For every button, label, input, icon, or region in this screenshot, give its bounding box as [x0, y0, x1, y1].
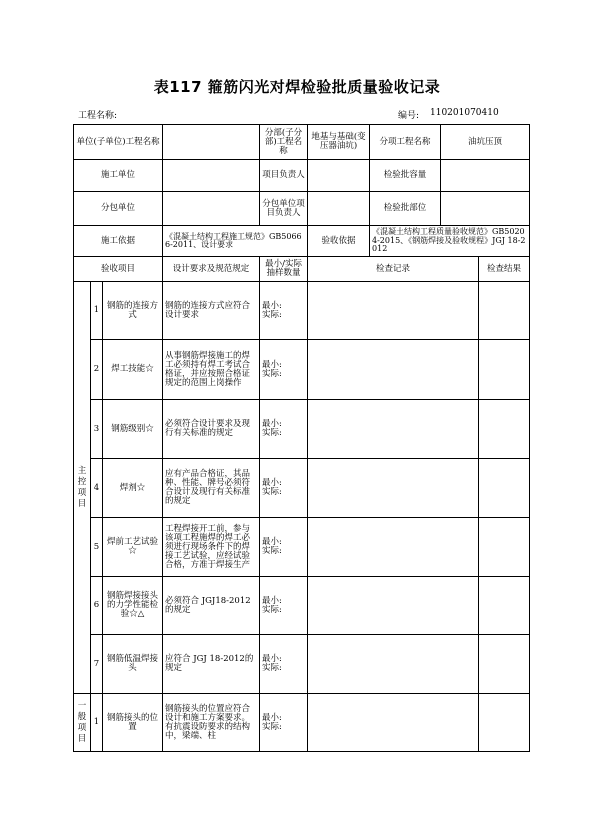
unit-value[interactable]: [163, 125, 260, 160]
info-row-unit: [74, 125, 530, 160]
item-name: 钢筋级别☆: [103, 400, 163, 459]
basis-value: 《混凝土结构工程施工规范》GB50666-2011、设计要求: [163, 226, 308, 257]
sub-pm-label: 分包单位项目负责人: [260, 192, 308, 226]
col-requirement: 设计要求及规范规定: [163, 257, 260, 282]
item-requirement: 钢筋的连接方式应符合设计要求: [163, 282, 260, 340]
sample-cell[interactable]: [260, 518, 308, 577]
sample-min-label: 最小:: [262, 595, 282, 606]
result-cell[interactable]: [479, 340, 530, 400]
sample-actual-label: 实际:: [262, 428, 282, 438]
sample-min-label: 最小:: [262, 537, 282, 547]
inspection-record-table: [73, 124, 530, 752]
subdivision-value: 地基与基础(变压器油坑): [308, 125, 370, 160]
batch-capacity-value[interactable]: [441, 160, 530, 192]
serial-value: 110201070410: [430, 108, 499, 118]
col-sample: 最小/实际抽样数量: [260, 257, 308, 282]
sample-actual-label: 实际:: [262, 604, 282, 615]
unit-label: 单位(子单位)工程名称: [74, 125, 163, 160]
table-row: [74, 282, 530, 340]
sample-cell[interactable]: [260, 694, 308, 752]
table-row: [74, 577, 530, 635]
item-requirement: 工程焊接开工前，参与该项工程施焊的焊工必须进行现场条件下的焊接工艺试验，应经试验合格，方准于焊接生产: [163, 518, 260, 577]
item-requirement: 应有产品合格证，其品种、性能、牌号必须符合设计及现行有关标准的规定: [163, 459, 260, 518]
item-name: 钢筋焊接接头的力学性能检验☆△: [103, 577, 163, 635]
result-cell[interactable]: [479, 694, 530, 752]
item-no: 2: [91, 340, 103, 400]
item-requirement: 必须符合 JGJ18-2012 的规定: [163, 577, 260, 635]
sample-cell[interactable]: [260, 577, 308, 635]
acceptance-basis-value: 《混凝土结构工程质量验收规范》GB50204-2015、《钢筋焊接及验收规程》JGJ 18-2012: [370, 226, 530, 257]
basis-label: 施工依据: [74, 226, 163, 257]
sample-actual-label: 实际:: [262, 487, 282, 497]
record-cell[interactable]: [308, 459, 479, 518]
result-cell[interactable]: [479, 635, 530, 694]
item-name: 钢筋接头的位置: [103, 694, 163, 752]
record-cell[interactable]: [308, 518, 479, 577]
sample-min-label: 最小:: [262, 300, 282, 311]
acceptance-basis-label: 验收依据: [308, 226, 370, 257]
sample-min-label: 最小:: [262, 654, 282, 664]
general-group-text: 一般项目: [77, 700, 87, 744]
item-no: 4: [91, 459, 103, 518]
pm-value[interactable]: [308, 160, 370, 192]
item-requirement: 钢筋接头的位置应符合设计和施工方案要求。有抗震设防要求的结构中，梁端、柱: [163, 694, 260, 752]
info-row-subcontractor: [74, 192, 530, 226]
subcontractor-label: 分包单位: [74, 192, 163, 226]
sample-min-label: 最小:: [262, 712, 282, 723]
batch-location-label: 检验批部位: [370, 192, 441, 226]
column-header-row: [74, 257, 530, 282]
table-row: [74, 459, 530, 518]
item-requirement: 应符合 JGJ 18-2012的规定: [163, 635, 260, 694]
record-cell[interactable]: [308, 400, 479, 459]
item-no: 5: [91, 518, 103, 577]
item-no: 1: [91, 694, 103, 752]
sample-actual-label: 实际:: [262, 368, 282, 379]
item-no: 7: [91, 635, 103, 694]
result-cell[interactable]: [479, 518, 530, 577]
col-record: 检查记录: [308, 257, 479, 282]
sample-actual-label: 实际:: [262, 721, 282, 732]
subitem-label: 分项工程名称: [370, 125, 441, 160]
item-name: 焊剂☆: [103, 459, 163, 518]
result-cell[interactable]: [479, 400, 530, 459]
item-name: 钢筋的连接方式: [103, 282, 163, 340]
page-title: 表117 箍筋闪光对焊检验批质量验收记录: [153, 78, 441, 96]
sub-pm-value[interactable]: [308, 192, 370, 226]
col-result: 检查结果: [479, 257, 530, 282]
sample-cell[interactable]: [260, 282, 308, 340]
subdivision-label: 分部(子分部)工程名称: [260, 125, 308, 160]
record-cell[interactable]: [308, 340, 479, 400]
sample-cell[interactable]: [260, 340, 308, 400]
record-cell[interactable]: [308, 577, 479, 635]
item-no: 6: [91, 577, 103, 635]
record-cell[interactable]: [308, 635, 479, 694]
sample-cell[interactable]: [260, 459, 308, 518]
info-row-contractor: [74, 160, 530, 192]
project-name-label: 工程名称:: [78, 111, 118, 121]
subitem-value: 油坑压顶: [441, 125, 530, 160]
sample-cell[interactable]: [260, 400, 308, 459]
batch-location-value[interactable]: [441, 192, 530, 226]
main-group-label: [74, 282, 91, 694]
main-group-text: 主控项目: [77, 465, 87, 509]
sample-min-label: 最小:: [262, 478, 282, 488]
sample-min-label: 最小:: [262, 359, 282, 370]
item-name: 焊工技能☆: [103, 340, 163, 400]
result-cell[interactable]: [479, 577, 530, 635]
item-requirement: 必须符合设计要求及现行有关标准的规定: [163, 400, 260, 459]
col-item: 验收项目: [74, 257, 163, 282]
record-cell[interactable]: [308, 694, 479, 752]
contractor-label: 施工单位: [74, 160, 163, 192]
batch-capacity-label: 检验批容量: [370, 160, 441, 192]
result-cell[interactable]: [479, 282, 530, 340]
subcontractor-value[interactable]: [163, 192, 260, 226]
pm-label: 项目负责人: [260, 160, 308, 192]
sample-actual-label: 实际:: [262, 546, 282, 556]
table-row: [74, 518, 530, 577]
sample-actual-label: 实际:: [262, 309, 282, 320]
sample-actual-label: 实际:: [262, 663, 282, 673]
result-cell[interactable]: [479, 459, 530, 518]
info-row-basis: [74, 226, 530, 257]
item-no: 3: [91, 400, 103, 459]
item-name: 钢筋低温焊接头: [103, 635, 163, 694]
serial-label: 编号:: [398, 111, 420, 121]
table-row: [74, 400, 530, 459]
contractor-value[interactable]: [163, 160, 260, 192]
table-row: [74, 694, 530, 752]
table-row: [74, 635, 530, 694]
item-name: 焊前工艺试验☆: [103, 518, 163, 577]
item-requirement: 从事钢筋焊接施工的焊工必须持有焊工考试合格证，并应按照合格证规定的范围上岗操作: [163, 340, 260, 400]
record-cell[interactable]: [308, 282, 479, 340]
sample-cell[interactable]: [260, 635, 308, 694]
sample-min-label: 最小:: [262, 419, 282, 429]
table-row: [74, 340, 530, 400]
item-no: 1: [91, 282, 103, 340]
general-group-label: [74, 694, 91, 752]
